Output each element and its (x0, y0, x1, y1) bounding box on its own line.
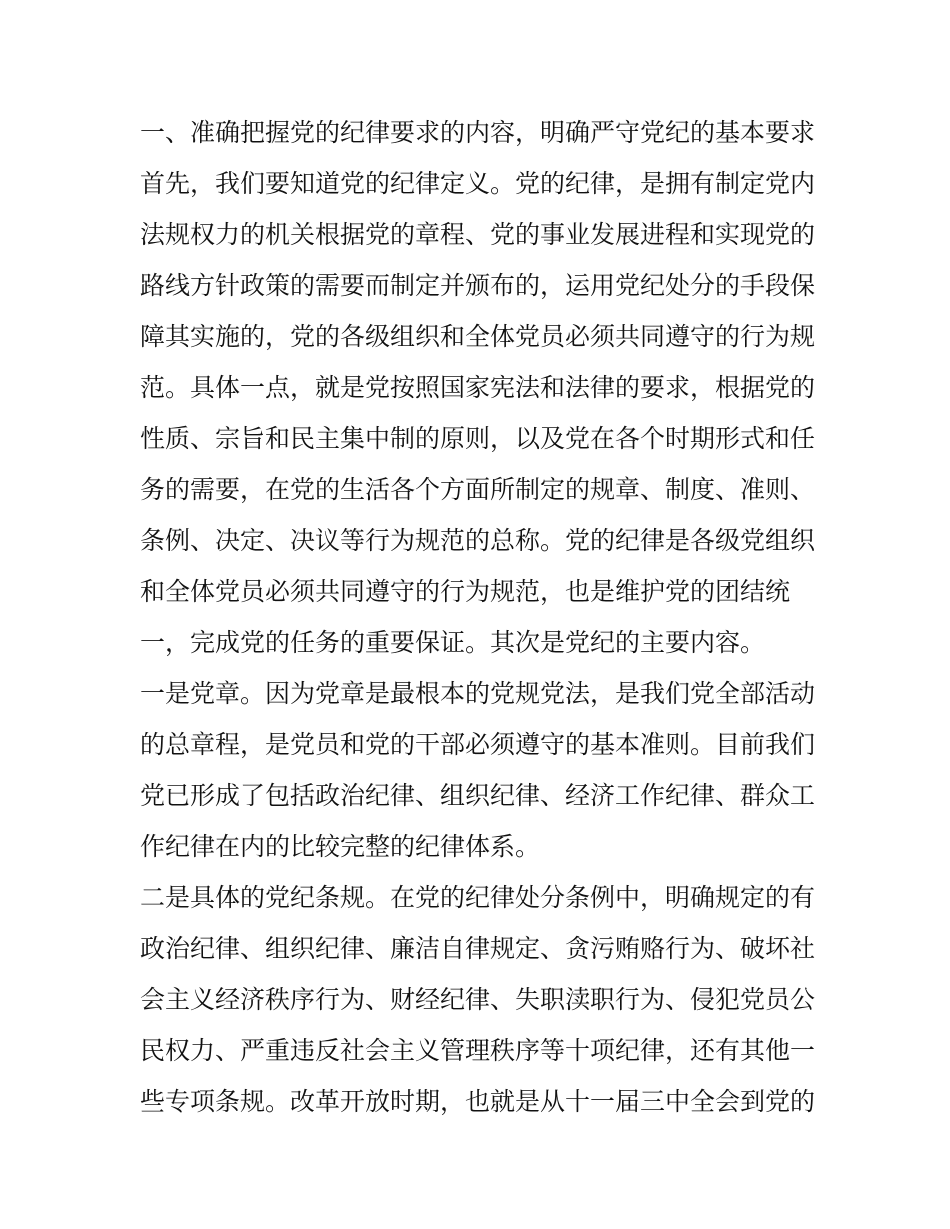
text-line: 的总章程，是党员和党的干部必须遵守的基本准则。目前我们 (140, 730, 816, 759)
text-line: 首先，我们要知道党的纪律定义。党的纪律，是拥有制定党内 (140, 169, 816, 198)
text-line: 条例、决定、决议等行为规范的总称。党的纪律是各级党组织 (140, 526, 816, 555)
text-line: 和全体党员必须共同遵守的行为规范，也是维护党的团结统 (140, 577, 791, 606)
text-line: 作纪律在内的比较完整的纪律体系。 (140, 832, 541, 861)
text-line: 一是党章。因为党章是最根本的党规党法，是我们党全部活动 (140, 679, 816, 708)
text-line: 政治纪律、组织纪律、廉洁自律规定、贪污贿赂行为、破坏社 (140, 934, 816, 963)
text-line: 路线方针政策的需要而制定并颁布的，运用党纪处分的手段保 (140, 271, 816, 300)
text-line: 一，完成党的任务的重要保证。其次是党纪的主要内容。 (140, 628, 766, 657)
text-line: 务的需要，在党的生活各个方面所制定的规章、制度、准则、 (140, 475, 816, 504)
text-line: 些专项条规。改革开放时期，也就是从十一届三中全会到党的 (140, 1087, 816, 1116)
text-line: 一、准确把握党的纪律要求的内容，明确严守党纪的基本要求 (140, 118, 816, 147)
text-line: 障其实施的，党的各级组织和全体党员必须共同遵守的行为规 (140, 322, 816, 351)
text-line: 性质、宗旨和民主集中制的原则，以及党在各个时期形式和任 (140, 424, 816, 453)
text-line: 会主义经济秩序行为、财经纪律、失职渎职行为、侵犯党员公 (140, 985, 816, 1014)
text-line: 范。具体一点，就是党按照国家宪法和法律的要求，根据党的 (140, 373, 816, 402)
document-body (140, 107, 820, 1127)
text-line: 党已形成了包括政治纪律、组织纪律、经济工作纪律、群众工 (140, 781, 816, 810)
text-line: 法规权力的机关根据党的章程、党的事业发展进程和实现党的 (140, 220, 816, 249)
text-line: 二是具体的党纪条规。在党的纪律处分条例中，明确规定的有 (140, 883, 816, 912)
text-line: 民权力、严重违反社会主义管理秩序等十项纪律，还有其他一 (140, 1036, 816, 1065)
